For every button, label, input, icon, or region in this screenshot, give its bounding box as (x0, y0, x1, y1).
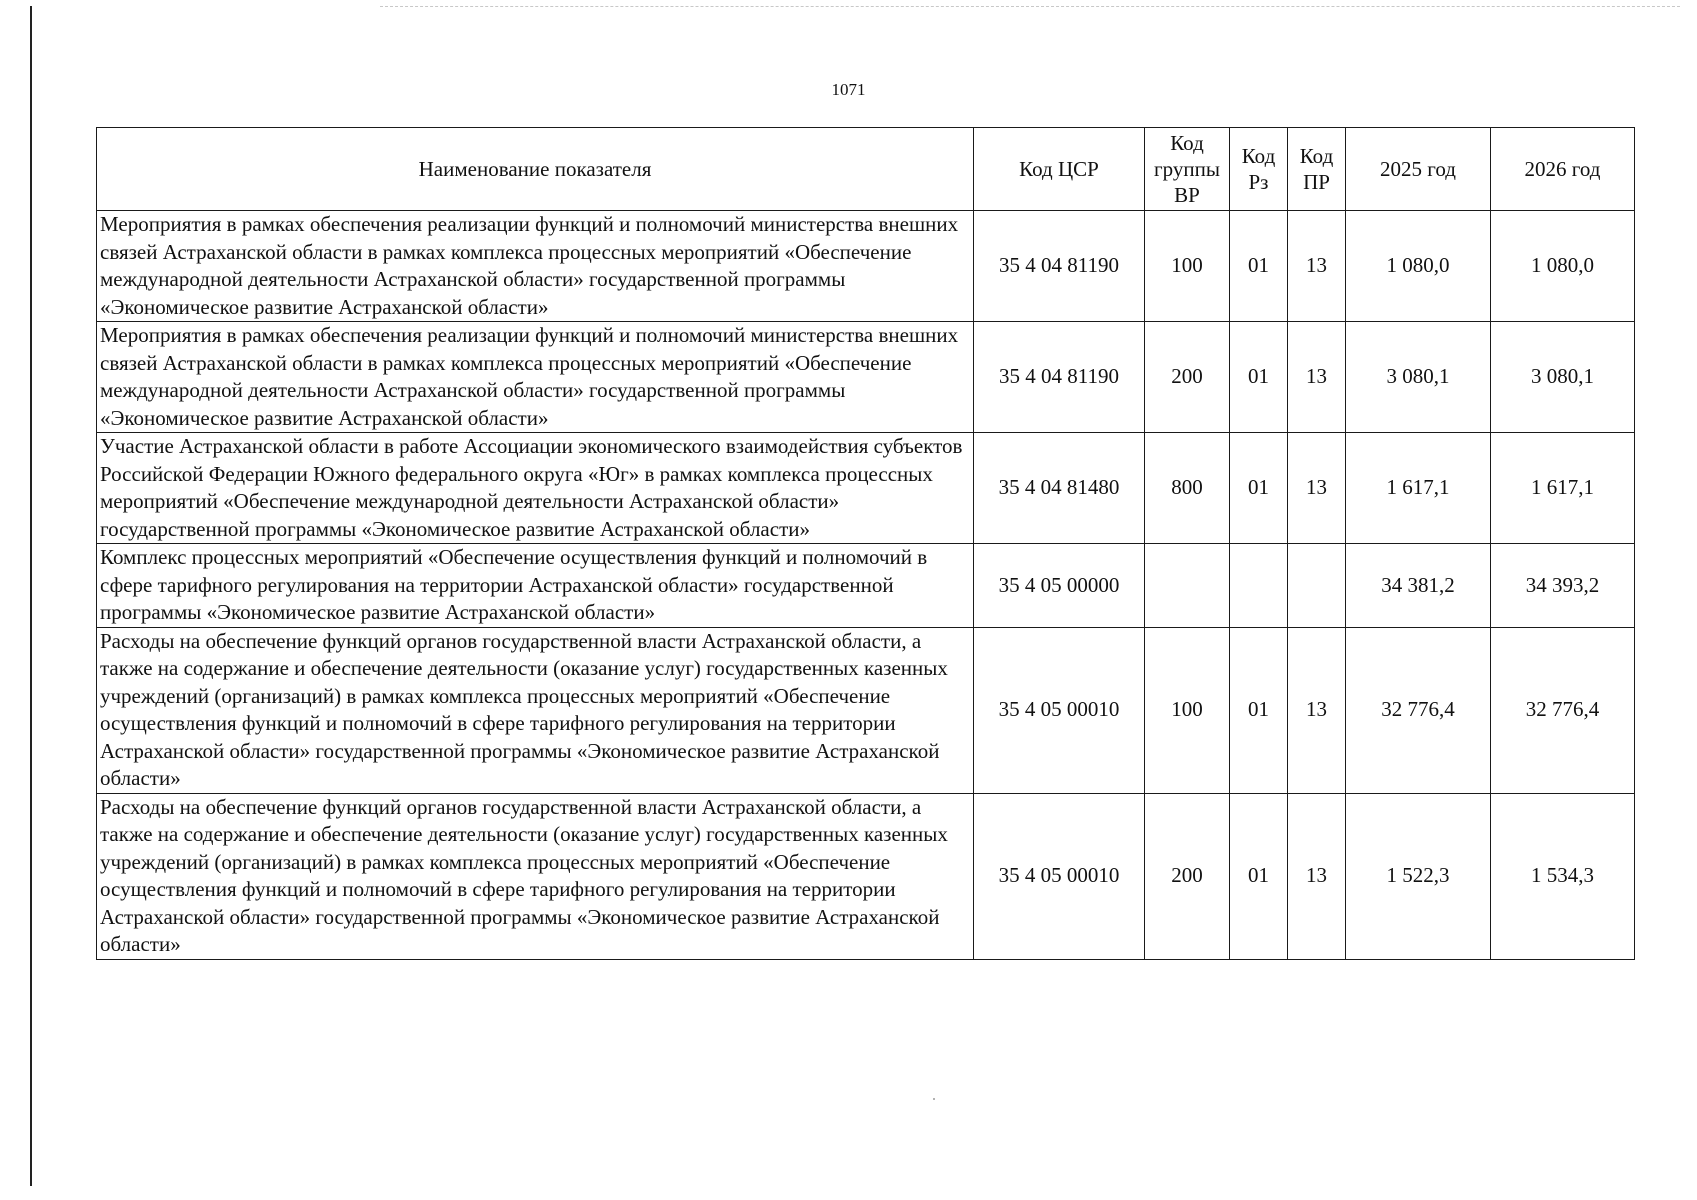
cell-pr: 13 (1288, 627, 1346, 793)
scan-speck (933, 1098, 935, 1100)
header-2025: 2025 год (1346, 128, 1491, 211)
cell-name: Мероприятия в рамках обеспечения реализации функций и полномочий министерства внешних связей Астраханской области в рамках комплекса процессных мероприятий «Обеспечение международной деятельности Астраханской области» государственной программы «Экономическое развитие Астраханской области» (97, 322, 974, 433)
cell-2025: 32 776,4 (1346, 627, 1491, 793)
cell-csr: 35 4 04 81190 (974, 322, 1145, 433)
cell-2025: 3 080,1 (1346, 322, 1491, 433)
scan-edge-line (30, 6, 32, 1186)
cell-csr: 35 4 05 00000 (974, 544, 1145, 628)
cell-csr: 35 4 05 00010 (974, 627, 1145, 793)
cell-2025: 1 522,3 (1346, 793, 1491, 959)
cell-2026: 1 080,0 (1491, 211, 1635, 322)
table-row (97, 433, 1635, 544)
cell-vr: 100 (1145, 627, 1230, 793)
header-rz: Код Рз (1230, 128, 1288, 211)
cell-pr: 13 (1288, 211, 1346, 322)
table-row (97, 544, 1635, 628)
cell-rz: 01 (1230, 433, 1288, 544)
cell-pr: 13 (1288, 433, 1346, 544)
cell-rz: 01 (1230, 627, 1288, 793)
header-pr: Код ПР (1288, 128, 1346, 211)
table-row (97, 793, 1635, 959)
cell-csr: 35 4 04 81480 (974, 433, 1145, 544)
header-vr: Код группы ВР (1145, 128, 1230, 211)
cell-pr: 13 (1288, 322, 1346, 433)
header-name: Наименование показателя (97, 128, 974, 211)
cell-name: Мероприятия в рамках обеспечения реализации функций и полномочий министерства внешних связей Астраханской области в рамках комплекса процессных мероприятий «Обеспечение международной деятельности Астраханской области» государственной программы «Экономическое развитие Астраханской области» (97, 211, 974, 322)
cell-name: Расходы на обеспечение функций органов государственной власти Астраханской области, а также на содержание и обеспечение деятельности (оказание услуг) государственных казенных учреждений (организаций) в рамках комплекса процессных мероприятий «Обеспечение осуществления функций и полномочий в сфере тарифного регулирования на территории Астраханской области» государственной программы «Экономическое развитие Астраханской области» (97, 793, 974, 959)
cell-2026: 34 393,2 (1491, 544, 1635, 628)
cell-vr: 200 (1145, 793, 1230, 959)
cell-csr: 35 4 05 00010 (974, 793, 1145, 959)
table-row (97, 211, 1635, 322)
scan-top-dashed-line (380, 6, 1680, 8)
header-2026: 2026 год (1491, 128, 1635, 211)
cell-2025: 1 617,1 (1346, 433, 1491, 544)
table-row (97, 322, 1635, 433)
cell-rz: 01 (1230, 322, 1288, 433)
cell-2026: 3 080,1 (1491, 322, 1635, 433)
cell-2026: 1 534,3 (1491, 793, 1635, 959)
cell-2025: 1 080,0 (1346, 211, 1491, 322)
cell-rz: 01 (1230, 793, 1288, 959)
cell-vr: 100 (1145, 211, 1230, 322)
cell-name: Участие Астраханской области в работе Ассоциации экономического взаимодействия субъектов Российской Федерации Южного федерального округа «Юг» в рамках комплекса процессных мероприятий «Обеспечение международной деятельности Астраханской области» государственной программы «Экономическое развитие Астраханской области» (97, 433, 974, 544)
cell-2026: 1 617,1 (1491, 433, 1635, 544)
cell-2025: 34 381,2 (1346, 544, 1491, 628)
budget-table (96, 127, 1635, 960)
cell-vr: 200 (1145, 322, 1230, 433)
cell-name: Расходы на обеспечение функций органов государственной власти Астраханской области, а также на содержание и обеспечение деятельности (оказание услуг) государственных казенных учреждений (организаций) в рамках комплекса процессных мероприятий «Обеспечение осуществления функций и полномочий в сфере тарифного регулирования на территории Астраханской области» государственной программы «Экономическое развитие Астраханской области» (97, 627, 974, 793)
table-header-row (97, 128, 1635, 211)
header-csr: Код ЦСР (974, 128, 1145, 211)
cell-rz (1230, 544, 1288, 628)
cell-pr: 13 (1288, 793, 1346, 959)
cell-csr: 35 4 04 81190 (974, 211, 1145, 322)
cell-rz: 01 (1230, 211, 1288, 322)
page-number: 1071 (831, 80, 866, 99)
cell-pr (1288, 544, 1346, 628)
cell-2026: 32 776,4 (1491, 627, 1635, 793)
cell-vr (1145, 544, 1230, 628)
cell-vr: 800 (1145, 433, 1230, 544)
cell-name: Комплекс процессных мероприятий «Обеспечение осуществления функций и полномочий в сфере тарифного регулирования на территории Астраханской области» государственной программы «Экономическое развитие Астраханской области» (97, 544, 974, 628)
table-row (97, 627, 1635, 793)
